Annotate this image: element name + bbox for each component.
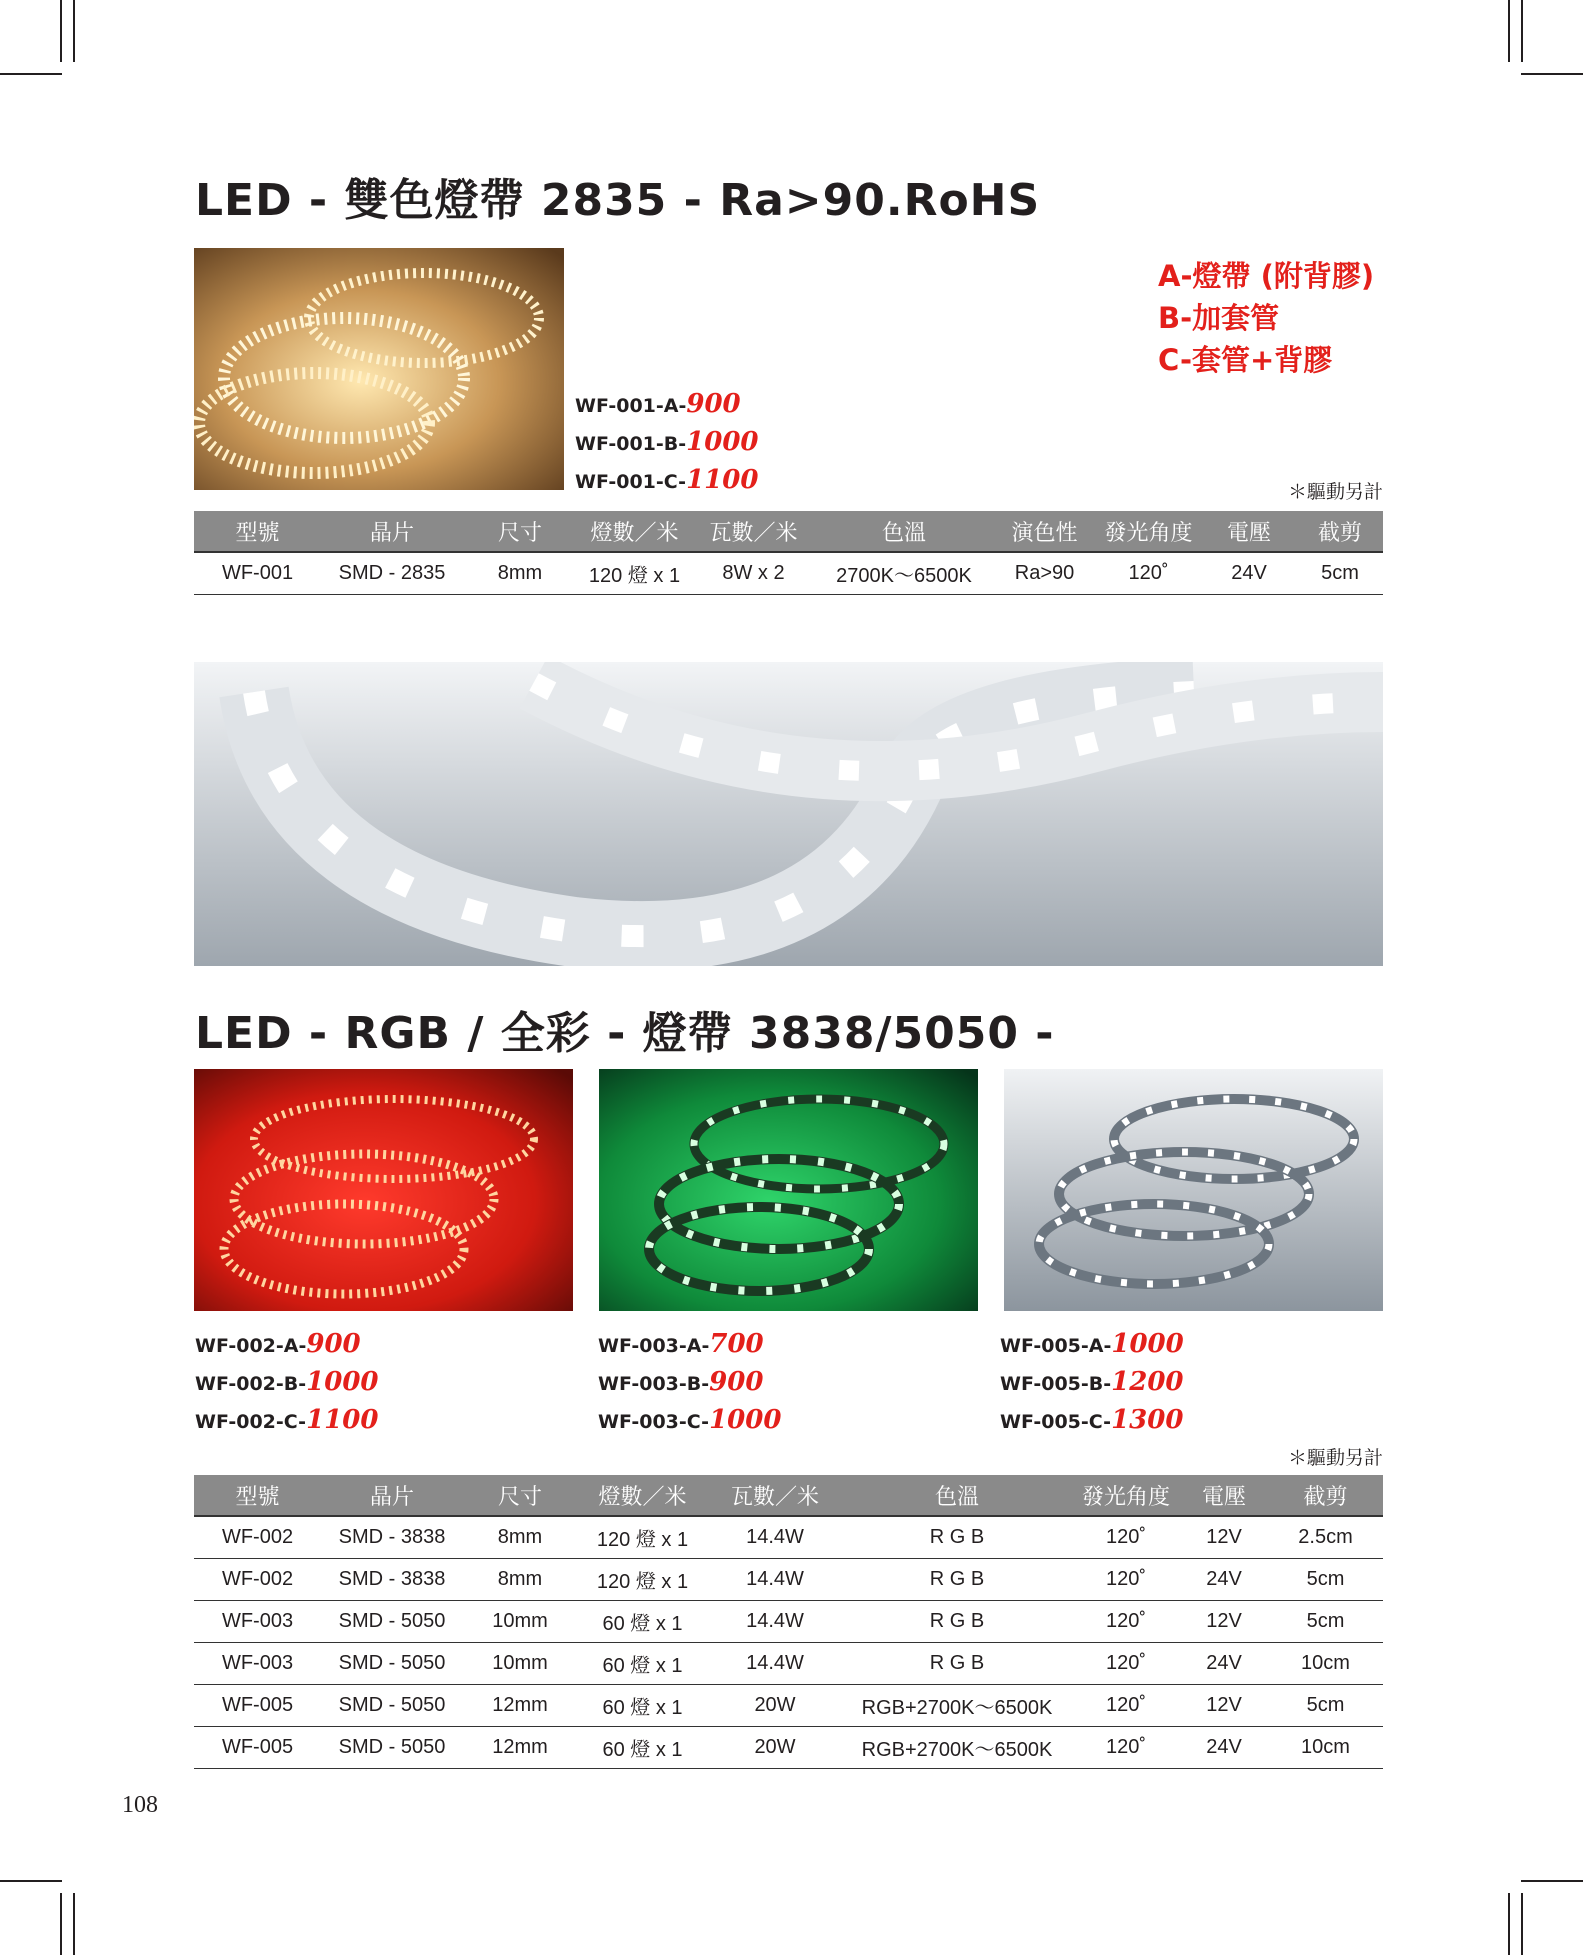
code-label: WF-005-B- [1000,1373,1112,1395]
option-a: A-燈帶 (附背膠) [1158,259,1375,293]
table-cell: 5cm [1297,552,1383,595]
table-cell: 10cm [1268,1643,1383,1685]
table-cell: WF-002 [194,1559,321,1601]
green-strip-photo [599,1069,978,1311]
table-cell: 60 燈 x 1 [577,1601,708,1643]
table-cell: SMD - 3838 [321,1559,463,1601]
code-label: WF-001-A- [575,395,687,417]
price: 1300 [1111,1405,1184,1435]
table-cell: SMD - 5050 [321,1727,463,1769]
table-cell: 24V [1180,1727,1268,1769]
header-cell: 截剪 [1297,511,1383,552]
table-cell: R G B [842,1601,1072,1643]
table-cell: 5cm [1268,1685,1383,1727]
code-label: WF-002-C- [195,1411,307,1433]
table-cell: SMD - 2835 [321,552,463,595]
table-row [194,1601,1383,1643]
product-code-item [598,1402,781,1440]
code-label: WF-003-A- [598,1335,710,1357]
table-cell: Ra>90 [993,552,1096,595]
code-label: WF-003-B- [598,1373,710,1395]
table-cell: 24V [1180,1559,1268,1601]
table-row [194,1685,1383,1727]
table-cell: WF-005 [194,1685,321,1727]
table-cell: WF-001 [194,552,321,595]
table-cell: 20W [708,1727,842,1769]
table-cell: RGB+2700K～6500K [842,1685,1072,1727]
table-cell: 14.4W [708,1516,842,1559]
table-cell: 12V [1180,1516,1268,1559]
price: 700 [709,1329,764,1359]
table-cell: 60 燈 x 1 [577,1727,708,1769]
table-cell: 2.5cm [1268,1516,1383,1559]
option-c: C-套管+背膠 [1158,343,1333,377]
table-cell: RGB+2700K～6500K [842,1727,1072,1769]
code-label: WF-003-C- [598,1411,710,1433]
table-cell: 8mm [463,552,577,595]
header-cell: 燈數／米 [577,511,692,552]
table-cell: 20W [708,1685,842,1727]
header-cell: 電壓 [1180,1475,1268,1516]
table-cell: 5cm [1268,1601,1383,1643]
header-cell: 色溫 [815,511,993,552]
table-cell: 10cm [1268,1727,1383,1769]
price: 1100 [306,1405,379,1435]
price: 900 [306,1329,361,1359]
price: 1200 [1111,1367,1184,1397]
table-row [194,1559,1383,1601]
rgbw-strip-banner-photo [194,662,1383,966]
product-code-item [575,386,759,424]
table-cell: 5cm [1268,1559,1383,1601]
table-cell: 8W x 2 [692,552,815,595]
product-code-list [575,386,759,500]
code-label: WF-002-B- [195,1373,307,1395]
table-cell: WF-005 [194,1727,321,1769]
section-title-rgb: LED - RGB / 全彩 - 燈帶 3838/5050 - [195,1008,1055,1059]
spec-table-rgb [194,1475,1383,1769]
header-cell: 色溫 [842,1475,1072,1516]
table-cell: 120˚ [1072,1727,1180,1769]
table-cell: 120˚ [1072,1559,1180,1601]
table-cell: 8mm [463,1516,577,1559]
product-code-list [1000,1326,1184,1440]
table-cell: 60 燈 x 1 [577,1685,708,1727]
price: 900 [686,389,741,419]
table-cell: 10mm [463,1643,577,1685]
table-cell: 120 燈 x 1 [577,1559,708,1601]
table-cell: SMD - 5050 [321,1643,463,1685]
header-cell: 型號 [194,1475,321,1516]
header-cell: 尺寸 [463,511,577,552]
page-number: 108 [122,1792,158,1818]
table-cell: 120˚ [1072,1643,1180,1685]
code-label: WF-005-A- [1000,1335,1112,1357]
white-strip-photo [1004,1069,1383,1311]
price: 1000 [709,1405,782,1435]
table-cell: R G B [842,1516,1072,1559]
code-label: WF-002-A- [195,1335,307,1357]
table-cell: R G B [842,1643,1072,1685]
product-code-item [1000,1402,1184,1440]
table-cell: 8mm [463,1559,577,1601]
product-code-item [575,462,759,500]
table-cell: 120˚ [1072,1601,1180,1643]
header-cell: 瓦數／米 [692,511,815,552]
table-row [194,552,1383,595]
price: 1100 [686,465,759,495]
header-cell: 晶片 [321,1475,463,1516]
product-code-item [195,1364,379,1402]
table-cell: 120˚ [1072,1685,1180,1727]
table-cell: R G B [842,1559,1072,1601]
table-cell: 12V [1180,1685,1268,1727]
header-cell: 電壓 [1201,511,1297,552]
table-cell: WF-003 [194,1601,321,1643]
driver-note: ＊驅動另計 [1287,1448,1383,1469]
code-label: WF-001-B- [575,433,687,455]
table-cell: 120 燈 x 1 [577,1516,708,1559]
table-cell: 10mm [463,1601,577,1643]
product-code-item [195,1402,379,1440]
option-list [1158,255,1374,381]
table-cell: 14.4W [708,1601,842,1643]
product-code-list [195,1326,379,1440]
table-cell: 24V [1180,1643,1268,1685]
table-cell: SMD - 5050 [321,1685,463,1727]
section-title-bicolor: LED - 雙色燈帶 2835 - Ra>90.RoHS [195,175,1041,226]
header-cell: 燈數／米 [577,1475,708,1516]
product-code-list [598,1326,781,1440]
option-b: B-加套管 [1158,301,1280,335]
code-label: WF-005-C- [1000,1411,1112,1433]
table-cell: 120˚ [1096,552,1201,595]
code-label: WF-001-C- [575,471,687,493]
table-cell: 12V [1180,1601,1268,1643]
table-cell: SMD - 3838 [321,1516,463,1559]
product-code-item [598,1326,781,1364]
product-code-item [195,1326,379,1364]
price: 900 [709,1367,764,1397]
product-code-item [1000,1326,1184,1364]
product-code-item [1000,1364,1184,1402]
table-cell: 12mm [463,1727,577,1769]
header-cell: 晶片 [321,511,463,552]
price: 1000 [1111,1329,1184,1359]
table-row [194,1516,1383,1559]
table-header-row [194,511,1383,552]
spec-table-bicolor [194,511,1383,595]
header-cell: 尺寸 [463,1475,577,1516]
table-header-row [194,1475,1383,1516]
header-cell: 截剪 [1268,1475,1383,1516]
header-cell: 演色性 [993,511,1096,552]
table-cell: 120˚ [1072,1516,1180,1559]
bicolor-strip-photo [194,248,564,490]
header-cell: 型號 [194,511,321,552]
header-cell: 發光角度 [1072,1475,1180,1516]
red-strip-photo [194,1069,573,1311]
header-cell: 發光角度 [1096,511,1201,552]
price: 1000 [306,1367,379,1397]
table-row [194,1643,1383,1685]
table-row [194,1727,1383,1769]
product-code-item [598,1364,781,1402]
table-cell: 24V [1201,552,1297,595]
header-cell: 瓦數／米 [708,1475,842,1516]
table-cell: SMD - 5050 [321,1601,463,1643]
table-cell: 14.4W [708,1643,842,1685]
table-cell: WF-002 [194,1516,321,1559]
table-cell: 2700K～6500K [815,552,993,595]
table-cell: 14.4W [708,1559,842,1601]
driver-note: ＊驅動另計 [1287,482,1383,503]
table-cell: 12mm [463,1685,577,1727]
table-cell: 60 燈 x 1 [577,1643,708,1685]
table-cell: WF-003 [194,1643,321,1685]
table-cell: 120 燈 x 1 [577,552,692,595]
product-code-item [575,424,759,462]
price: 1000 [686,427,759,457]
